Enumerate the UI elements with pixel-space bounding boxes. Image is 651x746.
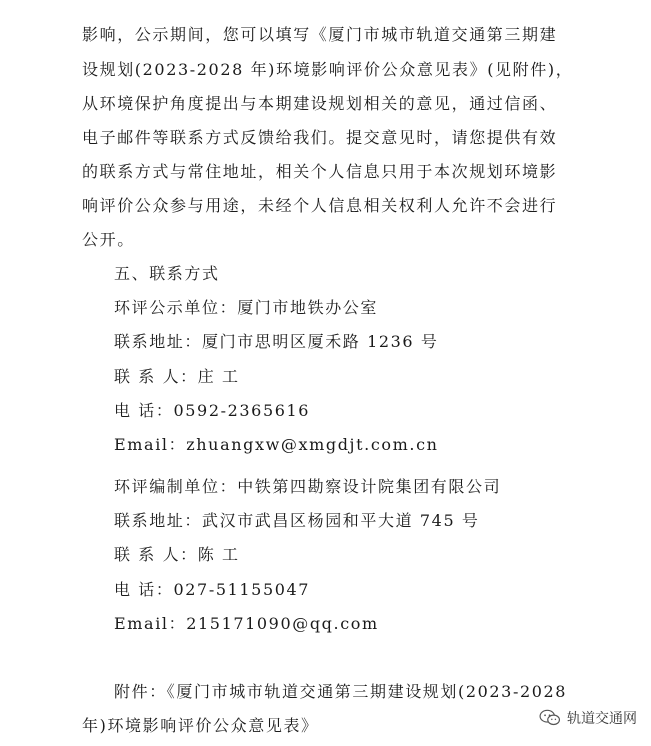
contact-1-email: Email：zhuangxw@xmgdjt.com.cn bbox=[114, 435, 439, 454]
attachment-line: 年)环境影响评价公众意见表》 bbox=[82, 716, 319, 735]
attachment-line: 附件：《厦门市城市轨道交通第三期建设规划(2023-2028 bbox=[114, 682, 568, 701]
paragraph-line: 电子邮件等联系方式反馈给我们。提交意见时，请您提供有效 bbox=[82, 128, 558, 147]
watermark-label: 轨道交通网 bbox=[567, 711, 637, 727]
contact-1-person: 联 系 人：庄 工 bbox=[114, 367, 240, 386]
paragraph-line: 的联系方式与常住地址，相关个人信息只用于本次规划环境影 bbox=[82, 162, 558, 181]
paragraph-line: 公开。 bbox=[82, 230, 135, 249]
wechat-icon bbox=[539, 709, 561, 727]
paragraph-line: 响评价公众参与用途，未经个人信息相关权利人允许不会进行 bbox=[82, 196, 558, 215]
section-heading: 五、联系方式 bbox=[114, 264, 220, 283]
contact-1-address: 联系地址：厦门市思明区厦禾路 1236 号 bbox=[114, 332, 439, 351]
paragraph-line: 设规划(2023-2028 年)环境影响评价公众意见表》(见附件)， bbox=[82, 60, 574, 79]
contact-2-email: Email：215171090@qq.com bbox=[114, 614, 379, 633]
paragraph-line: 从环境保护角度提出与本期建设规划相关的意见，通过信函、 bbox=[82, 94, 558, 113]
contact-2-person: 联 系 人：陈 工 bbox=[114, 545, 240, 564]
contact-1-org: 环评公示单位：厦门市地铁办公室 bbox=[114, 298, 379, 317]
paragraph-line: 影响，公示期间，您可以填写《厦门市城市轨道交通第三期建 bbox=[82, 25, 558, 44]
contact-2-org: 环评编制单位：中铁第四勘察设计院集团有限公司 bbox=[114, 477, 502, 496]
contact-1-phone: 电 话：0592-2365616 bbox=[114, 401, 311, 420]
watermark bbox=[539, 708, 637, 728]
contact-2-address: 联系地址：武汉市武昌区杨园和平大道 745 号 bbox=[114, 511, 480, 530]
contact-2-phone: 电 话：027-51155047 bbox=[114, 580, 311, 599]
